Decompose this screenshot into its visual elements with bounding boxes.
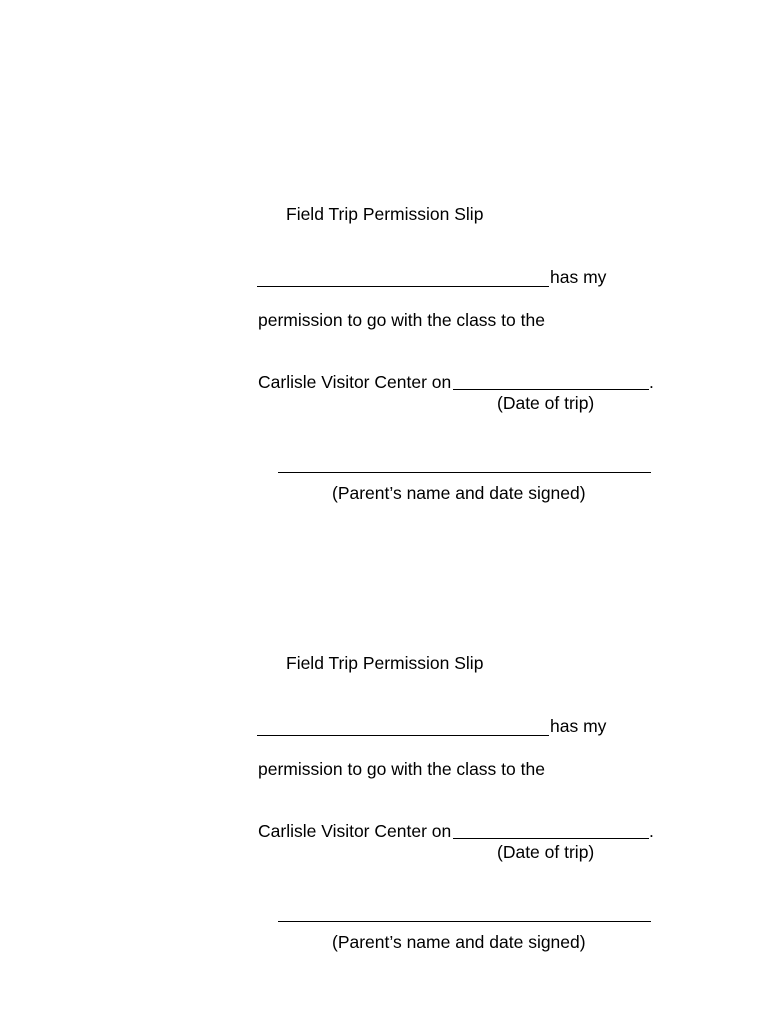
date-caption: (Date of trip) [497,393,595,413]
permission-text: permission to go with the class to the [258,310,545,330]
permission-slip [0,649,770,959]
period-mark: . [649,821,654,841]
visitor-center-text: Carlisle Visitor Center on [258,372,452,392]
period-mark: . [649,372,654,392]
permission-text: permission to go with the class to the [258,759,545,779]
slip-title: Field Trip Permission Slip [286,653,484,673]
parent-signature-blank[interactable] [278,472,651,473]
parent-signature-blank[interactable] [278,921,651,922]
slip-title: Field Trip Permission Slip [286,204,484,224]
has-my-text: has my [550,716,607,736]
visitor-center-text: Carlisle Visitor Center on [258,821,452,841]
parent-signature-caption: (Parent’s name and date signed) [332,932,586,952]
trip-date-blank[interactable] [453,389,649,390]
student-name-blank[interactable] [257,286,549,287]
trip-date-blank[interactable] [453,838,649,839]
parent-signature-caption: (Parent’s name and date signed) [332,483,586,503]
student-name-blank[interactable] [257,735,549,736]
date-caption: (Date of trip) [497,842,595,862]
has-my-text: has my [550,267,607,287]
permission-slip [0,200,770,510]
